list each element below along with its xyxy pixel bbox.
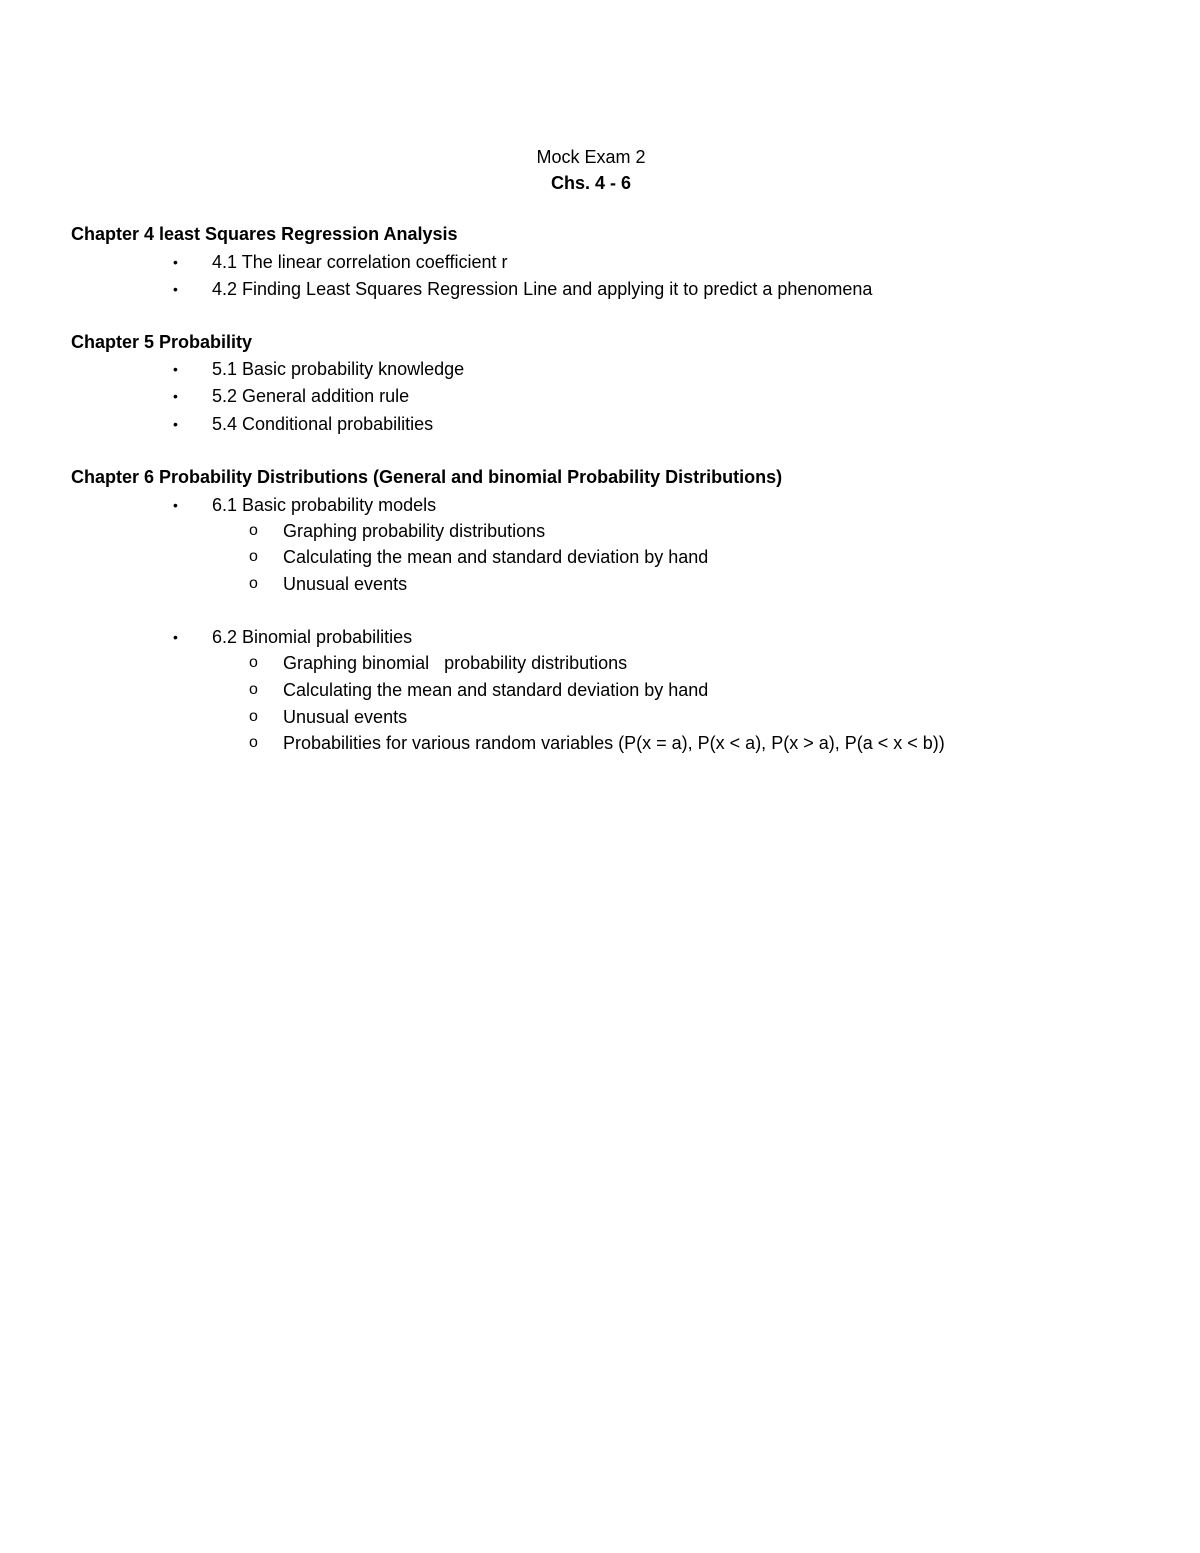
list-item: 4.2 Finding Least Squares Regression Line and applying it to predict a phenomena <box>212 279 873 299</box>
sub-bullet-marker: o <box>249 681 258 698</box>
chapter-5-heading: Chapter 5 Probability <box>71 332 253 352</box>
sub-list-item: Unusual events <box>283 574 408 594</box>
list-item: 5.4 Conditional probabilities <box>212 414 434 434</box>
sub-bullet-marker: o <box>249 575 258 592</box>
sub-list-item: Calculating the mean and standard deviation by hand <box>283 547 709 567</box>
sub-list-item: Graphing binomial probability distributions <box>283 653 628 673</box>
sub-list-item: Graphing probability distributions <box>283 521 546 541</box>
bullet-marker: • <box>173 388 178 404</box>
list-item: 4.1 The linear correlation coefficient r <box>212 252 508 272</box>
sub-bullet-marker: o <box>249 654 258 671</box>
chapter-6-heading: Chapter 6 Probability Distributions (General and binomial Probability Distributions) <box>71 467 783 487</box>
list-item: 5.1 Basic probability knowledge <box>212 359 465 379</box>
bullet-marker: • <box>173 254 178 270</box>
document-subtitle: Chs. 4 - 6 <box>550 173 632 193</box>
bullet-marker: • <box>173 497 178 513</box>
sub-list-item: Unusual events <box>283 707 408 727</box>
list-item: 5.2 General addition rule <box>212 386 410 406</box>
list-item: 6.2 Binomial probabilities <box>212 627 413 647</box>
sub-list-item: Calculating the mean and standard deviation by hand <box>283 680 709 700</box>
chapter-4-heading: Chapter 4 least Squares Regression Analysis <box>71 224 458 244</box>
sub-bullet-marker: o <box>249 734 258 751</box>
list-item: 6.1 Basic probability models <box>212 495 437 515</box>
sub-bullet-marker: o <box>249 522 258 539</box>
sub-bullet-marker: o <box>249 548 258 565</box>
bullet-marker: • <box>173 281 178 297</box>
sub-bullet-marker: o <box>249 708 258 725</box>
bullet-marker: • <box>173 629 178 645</box>
bullet-marker: • <box>173 361 178 377</box>
document-title: Mock Exam 2 <box>536 147 646 167</box>
sub-list-item: Probabilities for various random variables (P(x = a), P(x < a), P(x > a), P(a < x < b)) <box>283 733 945 753</box>
bullet-marker: • <box>173 416 178 432</box>
